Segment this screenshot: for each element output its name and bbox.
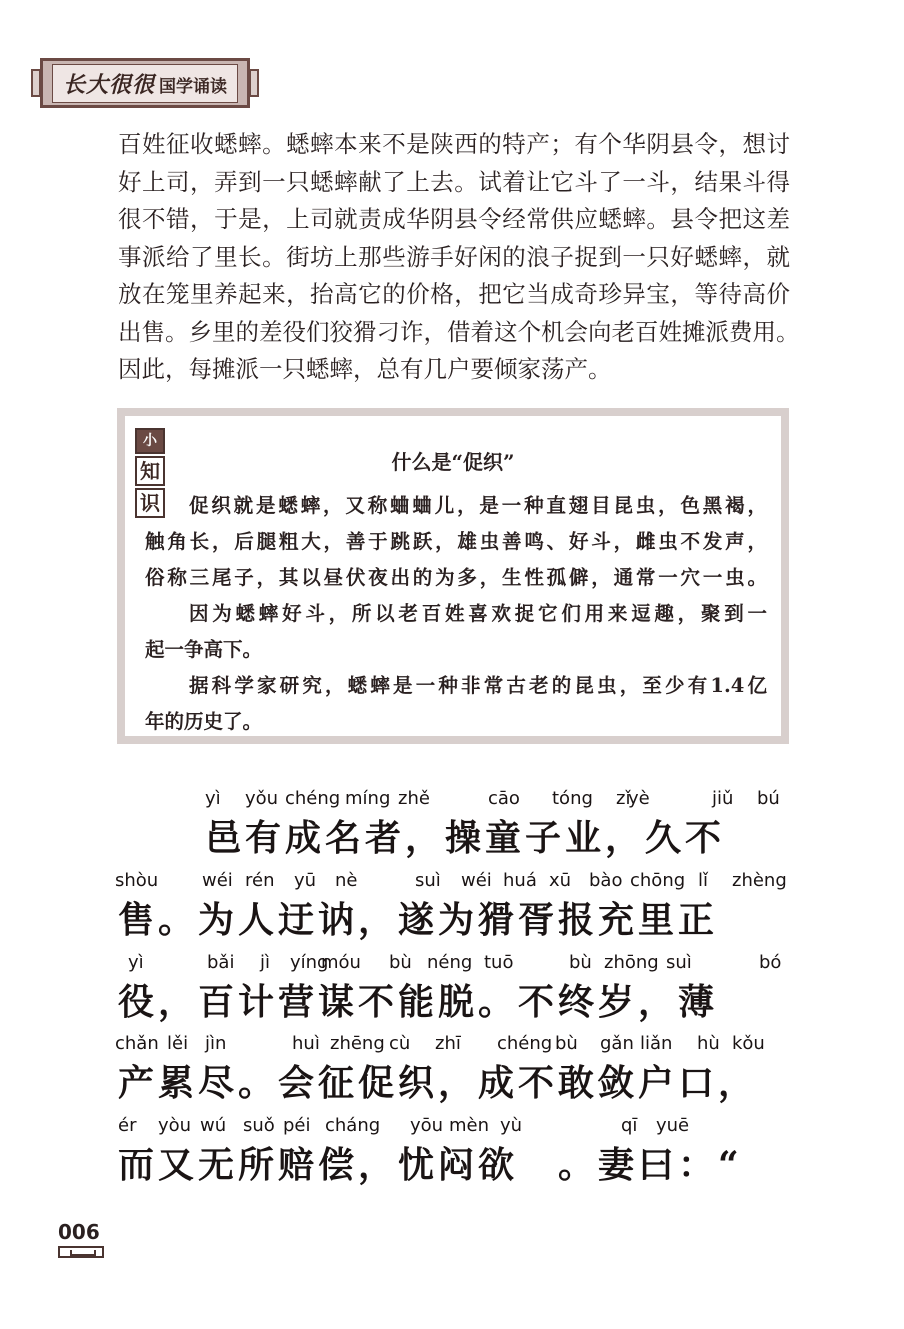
pinyin-syllable: míng bbox=[345, 788, 391, 809]
pinyin-syllable: suǒ bbox=[243, 1115, 275, 1136]
pinyin-syllable: yì bbox=[128, 952, 144, 973]
knowledge-tag-char: 知 bbox=[135, 456, 165, 486]
pinyin-syllable: yōu bbox=[410, 1115, 444, 1136]
classical-hanzi-line: 而又无所赔偿，忧闷欲 。妻曰：“ bbox=[118, 1144, 743, 1186]
pinyin-syllable: chéng bbox=[285, 788, 341, 809]
pinyin-syllable: yǒu bbox=[245, 788, 279, 809]
paragraph-line: 事派给了里长。街坊上那些游手好闲的浪子捉到一只好蟋蟀，就 bbox=[118, 242, 790, 271]
knowledge-tag-char: 识 bbox=[135, 488, 165, 518]
knowledge-line: 触角长，后腿粗大，善于跳跃，雄虫善鸣、好斗，雌虫不发声， bbox=[145, 530, 767, 553]
pinyin-syllable: bú bbox=[757, 788, 780, 809]
pinyin-syllable: chǎn bbox=[115, 1033, 159, 1054]
pinyin-syllable: jìn bbox=[205, 1033, 227, 1054]
paragraph-line: 好上司，弄到一只蟋蟀献了上去。试着让它斗了一斗，结果斗得 bbox=[118, 167, 790, 196]
knowledge-title: 什么是“促织” bbox=[391, 450, 515, 474]
pinyin-syllable: huì bbox=[292, 1033, 320, 1054]
pinyin-syllable: jiǔ bbox=[712, 788, 734, 809]
pinyin-syllable: cù bbox=[389, 1033, 411, 1054]
pinyin-syllable: yù bbox=[500, 1115, 523, 1136]
classical-hanzi-line: 邑有成名者，操童子业，久不 bbox=[205, 817, 726, 859]
pinyin-syllable: zhēng bbox=[330, 1033, 385, 1054]
pinyin-syllable: shòu bbox=[115, 870, 159, 891]
book-header-banner bbox=[40, 58, 250, 108]
classical-hanzi-line: 役，百计营谋不能脱。不终岁，薄 bbox=[118, 981, 719, 1023]
pinyin-syllable: zhī bbox=[435, 1033, 461, 1054]
pinyin-syllable: yuē bbox=[656, 1115, 690, 1136]
knowledge-tag-char: 小 bbox=[135, 428, 165, 454]
knowledge-text bbox=[145, 488, 767, 740]
pinyin-syllable: yū bbox=[294, 870, 317, 891]
pinyin-syllable: suì bbox=[666, 952, 692, 973]
pinyin-syllable: zhèng bbox=[732, 870, 787, 891]
pinyin-syllable: wú bbox=[200, 1115, 227, 1136]
pinyin-syllable: zǐ bbox=[616, 788, 631, 809]
paragraph-line: 因此，每摊派一只蟋蟀，总有几户要倾家荡产。 bbox=[118, 355, 612, 383]
pinyin-row bbox=[0, 1115, 904, 1197]
pinyin-row bbox=[0, 870, 904, 952]
pinyin-syllable: zhōng bbox=[604, 952, 659, 973]
pinyin-row bbox=[0, 952, 904, 1034]
knowledge-line: 起一争高下。 bbox=[145, 638, 263, 661]
pinyin-syllable: bù bbox=[389, 952, 412, 973]
paragraph-line: 出售。乡里的差役们狡猾刁诈，借着这个机会向老百姓摊派费用。 bbox=[118, 317, 800, 346]
pinyin-syllable: yì bbox=[205, 788, 221, 809]
pinyin-syllable: tóng bbox=[552, 788, 593, 809]
pinyin-syllable: rén bbox=[245, 870, 275, 891]
pinyin-syllable: yíng bbox=[290, 952, 329, 973]
pinyin-syllable: wéi bbox=[202, 870, 233, 891]
series-title: 国学诵读 bbox=[159, 76, 227, 97]
pinyin-syllable: péi bbox=[283, 1115, 311, 1136]
pinyin-row bbox=[0, 788, 904, 870]
paragraph-line: 百姓征收蟋蟀。蟋蟀本来不是陕西的特产；有个华阴县令，想讨 bbox=[118, 130, 790, 158]
pinyin-syllable: suì bbox=[415, 870, 441, 891]
pinyin-syllable: bó bbox=[759, 952, 782, 973]
pinyin-syllable: xū bbox=[549, 870, 572, 891]
pinyin-syllable: cāo bbox=[488, 788, 520, 809]
pinyin-syllable: bǎi bbox=[207, 952, 235, 973]
paragraph-line: 放在笼里养起来，抬高它的价格，把它当成奇珍异宝，等待高价 bbox=[118, 280, 790, 308]
pinyin-syllable: bù bbox=[555, 1033, 578, 1054]
header-inner bbox=[52, 64, 238, 103]
classical-hanzi-line: 产累尽。会征促织，成不敢敛户口， bbox=[118, 1062, 759, 1104]
pinyin-syllable: ér bbox=[118, 1115, 137, 1136]
pinyin-syllable: móu bbox=[321, 952, 361, 973]
pinyin-syllable: cháng bbox=[325, 1115, 381, 1136]
knowledge-line: 因为蟋蟀好斗，所以老百姓喜欢捉它们用来逗趣，聚到一 bbox=[189, 602, 767, 625]
page-ornament-icon bbox=[58, 1246, 104, 1258]
translation-paragraph bbox=[118, 126, 800, 389]
pinyin-row bbox=[0, 1033, 904, 1115]
pinyin-syllable: bào bbox=[589, 870, 623, 891]
pinyin-syllable: chōng bbox=[630, 870, 686, 891]
brand-logo-text: 长大很很 bbox=[62, 72, 155, 98]
knowledge-box bbox=[117, 408, 789, 744]
pinyin-syllable: jì bbox=[260, 952, 271, 973]
pinyin-syllable: kǒu bbox=[732, 1033, 765, 1054]
pinyin-syllable: liǎn bbox=[640, 1033, 673, 1054]
page-number: 006 bbox=[58, 1220, 100, 1244]
pinyin-syllable: néng bbox=[427, 952, 473, 973]
pinyin-syllable: chéng bbox=[497, 1033, 553, 1054]
pinyin-syllable: zhě bbox=[398, 788, 430, 809]
knowledge-line: 据科学家研究，蟋蟀是一种非常古老的昆虫，至少有1.4亿 bbox=[189, 674, 767, 697]
pinyin-syllable: tuō bbox=[484, 952, 514, 973]
classical-hanzi-line: 售。为人迂讷，遂为猾胥报充里正 bbox=[118, 899, 719, 941]
knowledge-line: 促织就是蟋蟀，又称蛐蛐儿，是一种直翅目昆虫，色黑褐， bbox=[189, 494, 767, 517]
pinyin-syllable: gǎn bbox=[600, 1033, 634, 1054]
knowledge-line: 年的历史了。 bbox=[145, 710, 263, 733]
pinyin-syllable: qī bbox=[621, 1115, 638, 1136]
pinyin-syllable: lǐ bbox=[698, 870, 709, 891]
paragraph-line: 很不错，于是，上司就责成华阴县令经常供应蟋蟀。县令把这差 bbox=[118, 205, 790, 233]
pinyin-syllable: lěi bbox=[167, 1033, 189, 1054]
pinyin-syllable: huá bbox=[503, 870, 537, 891]
pinyin-syllable: nè bbox=[335, 870, 358, 891]
pinyin-syllable: mèn bbox=[449, 1115, 490, 1136]
knowledge-line: 俗称三尾子，其以昼伏夜出的为多，生性孤僻，通常一穴一虫。 bbox=[145, 566, 767, 589]
pinyin-syllable: hù bbox=[697, 1033, 720, 1054]
pinyin-syllable: yòu bbox=[158, 1115, 192, 1136]
pinyin-syllable: bù bbox=[569, 952, 592, 973]
pinyin-syllable: wéi bbox=[461, 870, 492, 891]
pinyin-syllable: yè bbox=[628, 788, 650, 809]
knowledge-box-inner bbox=[125, 416, 781, 736]
